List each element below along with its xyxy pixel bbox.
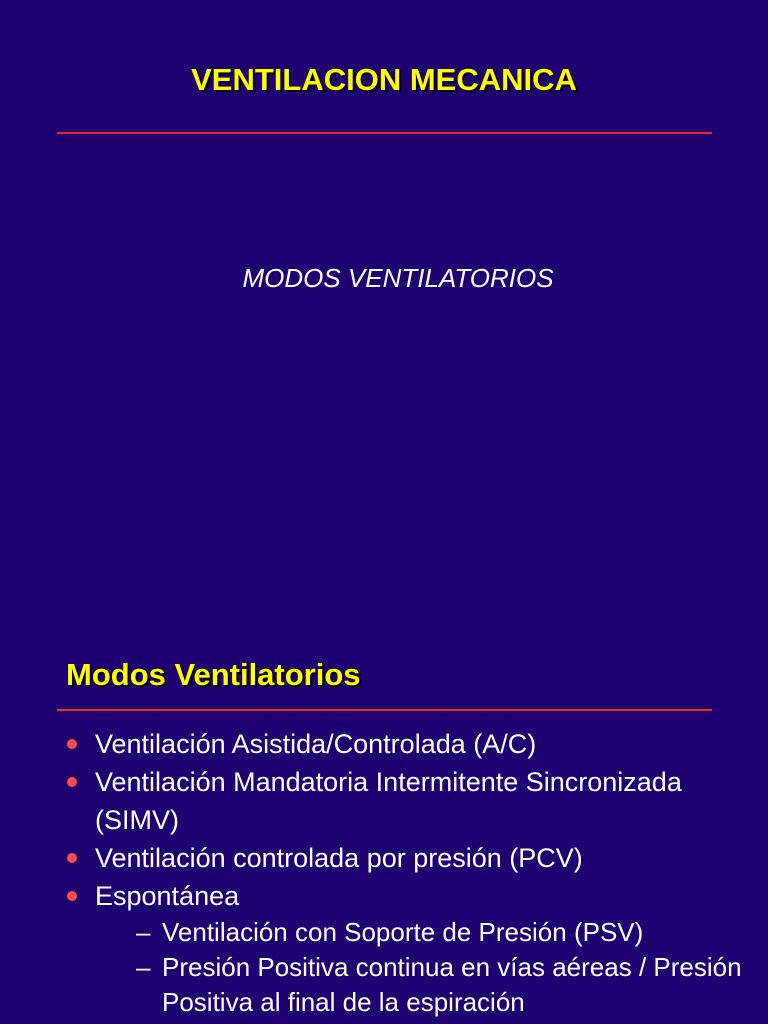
bullet-dot-icon: [67, 777, 77, 787]
list-item-text: Espontánea: [95, 881, 240, 911]
bullet-list: [62, 725, 742, 1020]
dash-marker: –: [136, 917, 151, 947]
sub-list-item-text: Ventilación con Soporte de Presión (PSV): [162, 917, 644, 947]
list-item-text: Ventilación controlada por presión (PCV): [95, 843, 583, 873]
slide-2: [0, 620, 768, 1024]
dash-marker: –: [136, 952, 151, 982]
slide-subtitle: MODOS VENTILATORIOS: [242, 263, 554, 293]
list-item: [62, 763, 742, 839]
list-item-text: Ventilación Asistida/Controlada (A/C): [95, 729, 537, 759]
list-item-text: Ventilación Mandatoria Intermitente Sincronizada (SIMV): [95, 767, 682, 835]
sub-list-item-text: Presión Positiva continua en vías aéreas / Presión Positiva al final de la espiración: [162, 952, 742, 1017]
list-item: [62, 877, 742, 1020]
title-divider: [57, 709, 712, 711]
title-divider: [57, 132, 712, 134]
bullet-dot-icon: [67, 739, 77, 749]
sub-list-item: [95, 950, 742, 1020]
bullet-dot-icon: [67, 891, 77, 901]
sub-bullet-list: [95, 915, 742, 1020]
list-item: [62, 725, 742, 763]
slide-title: Modos Ventilatorios: [66, 657, 361, 692]
slide-title: VENTILACION MECANICA: [191, 62, 577, 97]
list-item: [62, 839, 742, 877]
bullet-dot-icon: [67, 853, 77, 863]
sub-list-item: [95, 915, 742, 950]
